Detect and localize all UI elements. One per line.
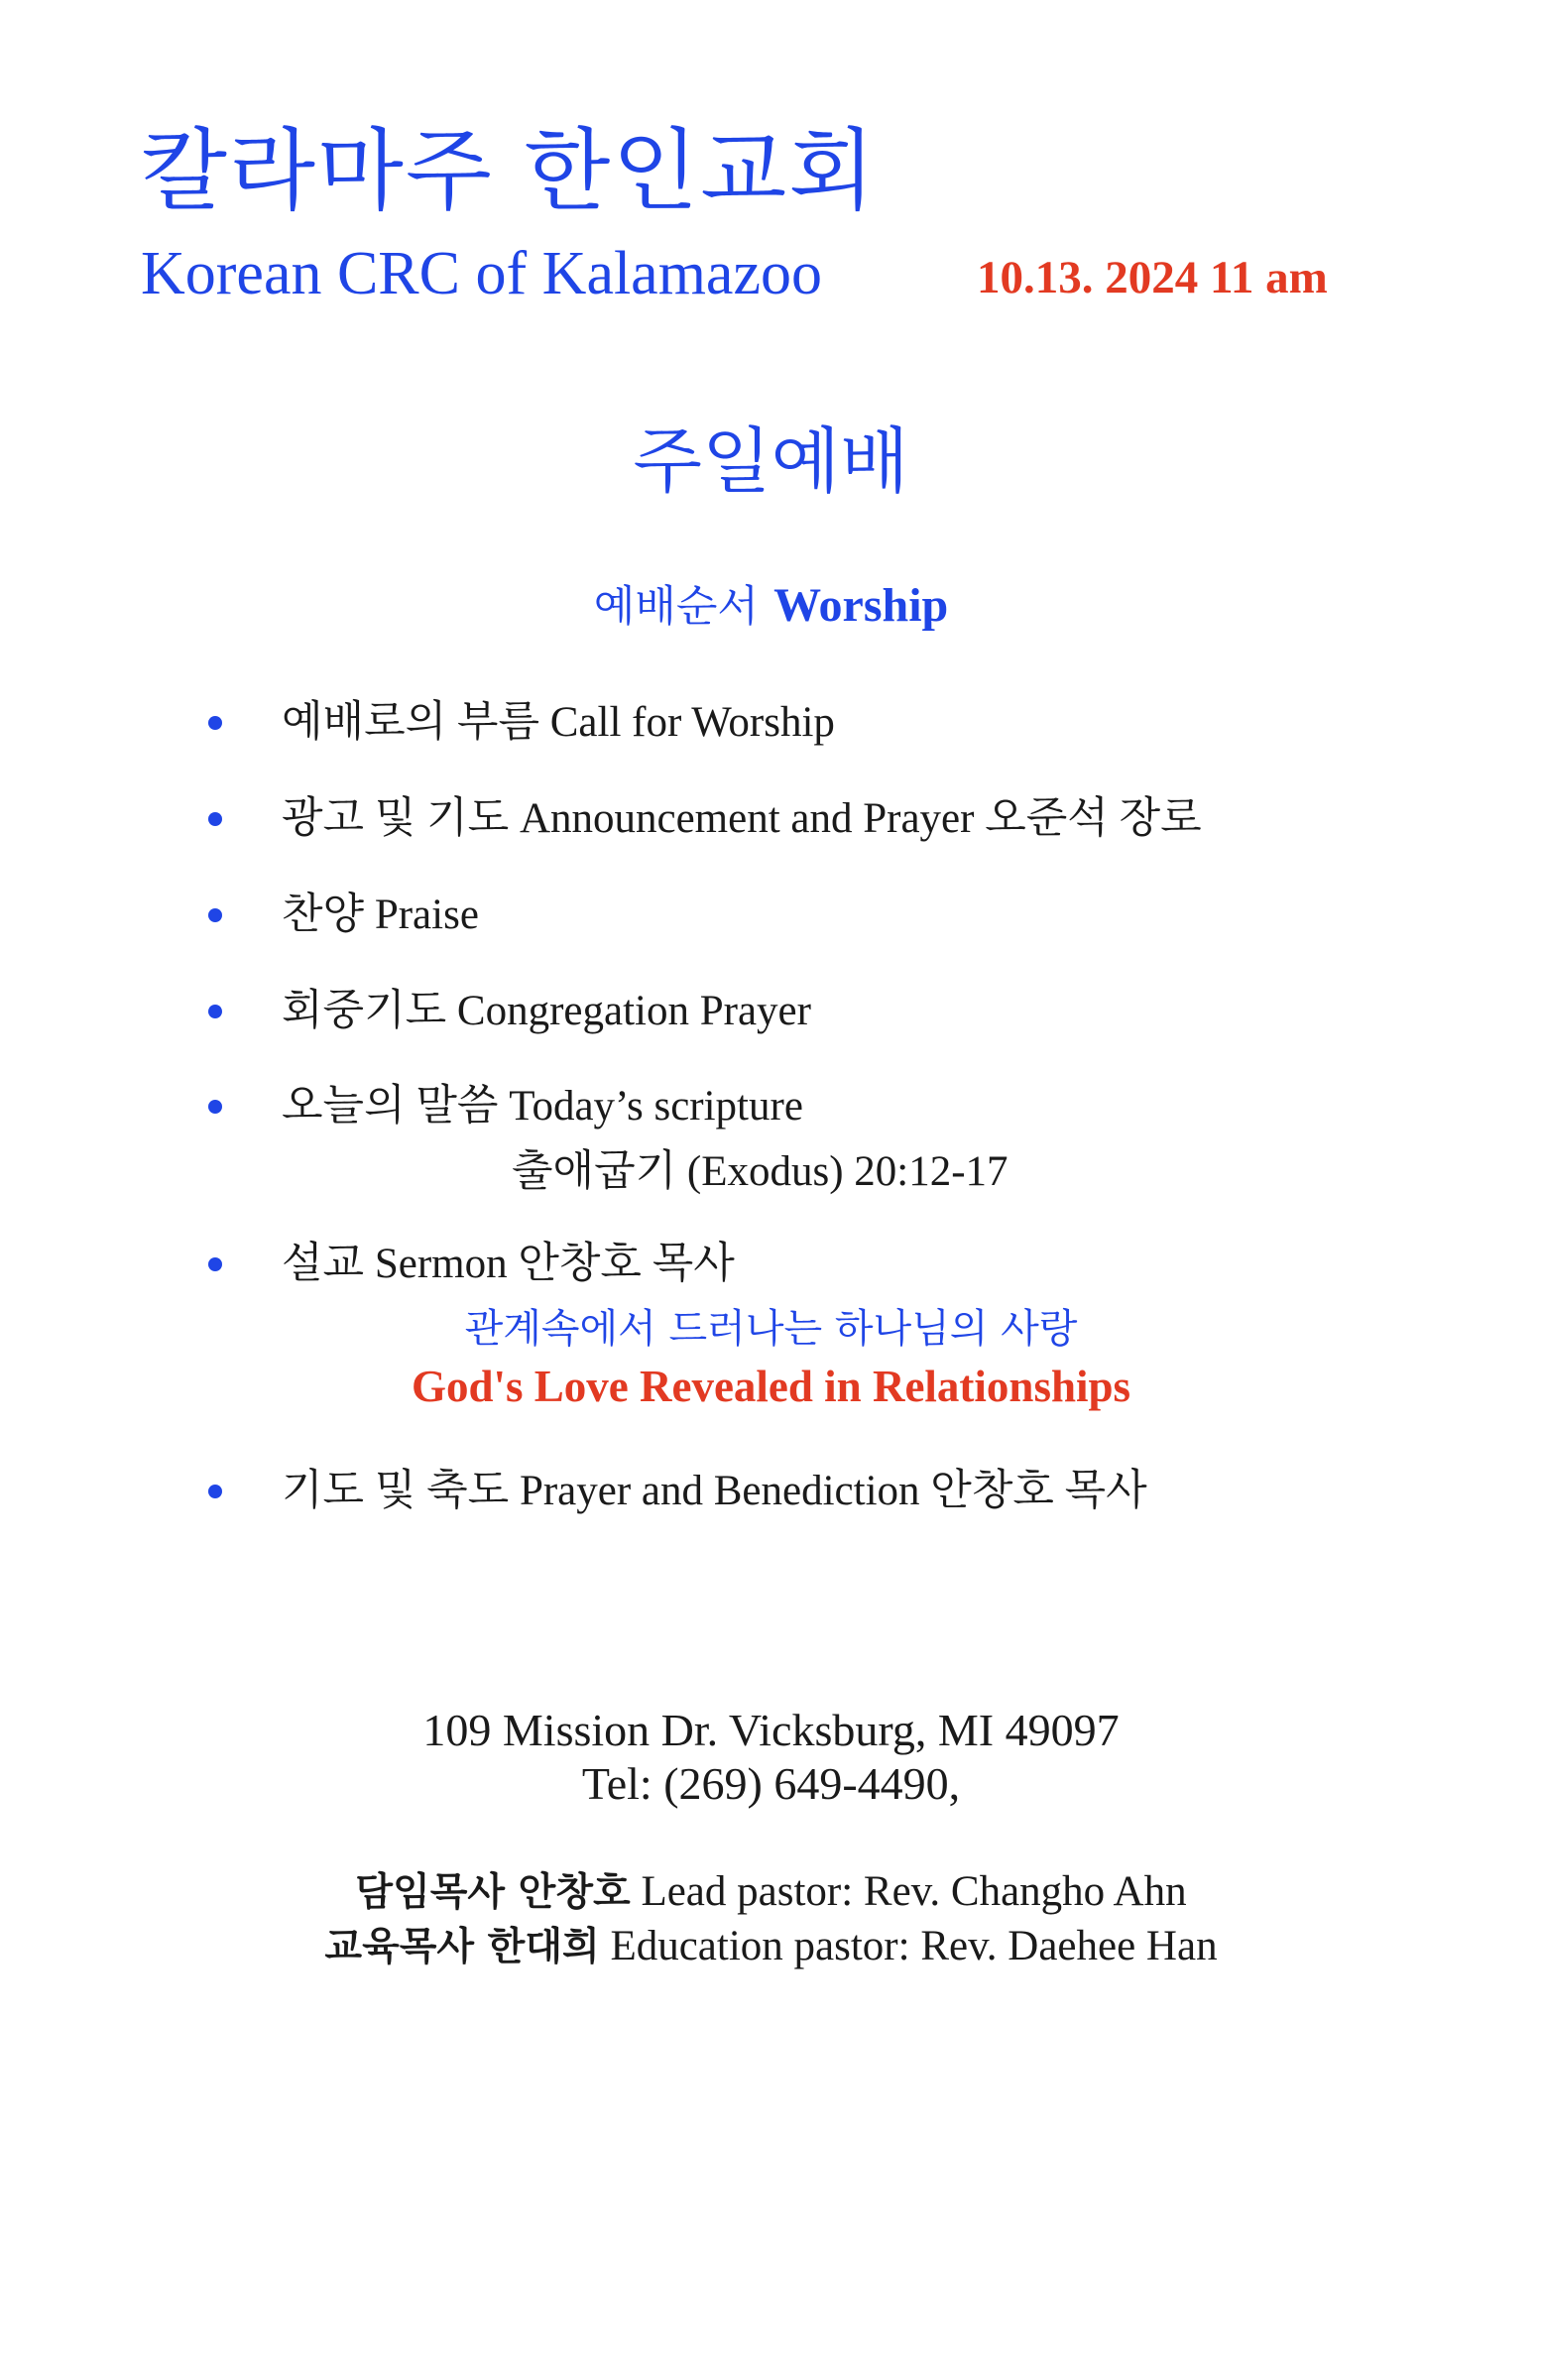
- sermon-title-korean: 관계속에서 드러나는 하나님의 사랑: [464, 1306, 1078, 1352]
- bullet-icon: [208, 1100, 222, 1114]
- bullet-icon: [208, 1257, 222, 1271]
- list-item-text: 찬양 Praise: [282, 892, 479, 938]
- bullet-icon: [208, 908, 222, 922]
- list-item-text: 예배로의 부름 Call for Worship: [282, 699, 835, 746]
- church-phone: Tel: (269) 649-4490,: [581, 1758, 961, 1809]
- order-of-worship-heading: [0, 573, 1542, 639]
- church-name-korean: 칼라마주 한인교회: [141, 119, 878, 223]
- church-name-english: Korean CRC of Kalamazoo: [141, 240, 822, 307]
- list-item-text: 기도 및 축도 Prayer and Benediction 안창호 목사: [282, 1468, 1147, 1514]
- bullet-icon: [208, 1005, 222, 1018]
- bullet-icon: [208, 1485, 222, 1498]
- service-date-time: 10.13. 2024 11 am: [977, 252, 1328, 303]
- education-pastor-korean: 교육목사 한대희: [324, 1925, 600, 1969]
- bullet-icon: [208, 716, 222, 730]
- scripture-reference: 출애굽기 (Exodus) 20:12-17: [512, 1148, 1008, 1195]
- list-item-text: 설교 Sermon 안창호 목사: [282, 1241, 735, 1287]
- list-item-text: 광고 및 기도 Announcement and Prayer 오준석 장로: [282, 795, 1202, 842]
- sermon-title-english: God's Love Revealed in Relationships: [411, 1362, 1131, 1411]
- list-item-text: 오늘의 말씀 Today’s scripture: [282, 1083, 803, 1130]
- order-heading-korean: 예배순서: [593, 582, 759, 632]
- lead-pastor-line: [0, 1864, 1542, 1921]
- lead-pastor-english: Lead pastor: Rev. Changho Ahn: [641, 1868, 1187, 1915]
- church-address: 109 Mission Dr. Vicksburg, MI 49097: [422, 1705, 1120, 1755]
- service-title: 주일예배: [633, 419, 909, 503]
- order-heading-english: Worship: [773, 579, 949, 632]
- lead-pastor-korean: 담임목사 안창호: [355, 1870, 631, 1915]
- list-item-text: 회중기도 Congregation Prayer: [282, 988, 811, 1034]
- education-pastor-line: [0, 1919, 1542, 1975]
- bullet-icon: [208, 812, 222, 826]
- education-pastor-english: Education pastor: Rev. Daehee Han: [610, 1923, 1218, 1969]
